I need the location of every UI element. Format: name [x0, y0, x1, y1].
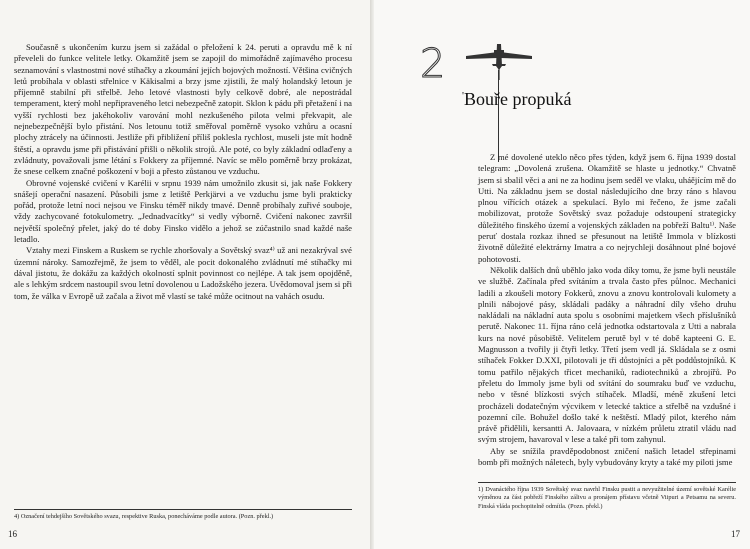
right-footnote-rule — [478, 482, 736, 483]
left-paragraph-2: Obrovné vojenské cvičení v Karélii v srpnu 1939 nám umožnilo zkusit si, jak naše Fokkery snášejí operační nasazení. Působili jsme z letiště Perkjärvi a ve vzduchu jsme byli prakticky pořád, protože letní noci nejsou ve Finsku téměř nikdy tmavé. Denně probíhaly zuřivé souboje, vždy zachycované fotokulometry. „Jednadvacítky“ si vedly výborně. Cvičení nakonec završil největší společný přelet, jaký do té doby Finsko vidělo a jehož se zúčastnilo snad každé naše letadlo. — [14, 177, 352, 245]
chapter-vertical-rule — [498, 70, 499, 162]
chapter-number: 2 — [420, 41, 446, 87]
left-footnote: 4) Označení tehdejšího Sovětského svazu, respektive Ruska, ponecháváme podle autora. (Pozn. překl.) — [14, 513, 274, 520]
right-paragraph-3: Aby se snížila pravděpodobnost zničení našich letadel střepinami bomb při možných náletech, byly vybudovány kryty a také my piloti jsme — [478, 445, 736, 468]
left-paragraph-1: Současně s ukončením kurzu jsem si zažádal o přeložení k 24. peruti a opravdu mě k ní převeleli do funkce velitele letky. Okamžitě jsem se zapojil do mimořádně zajímavého procesu seznamování s vlastnostmi nové stíhačky a zkoumání jejích bojových možností. Většina cvičných letů probíhala v oblasti střelnice v Käkisalmi a brzy jsme zjistili, že malý holandský letoun je příjemně stabilní při střelbě. Jeho letové vlastnosti byly celkově dobré, ale nepostrádal temperament, který mohl nepřipraveného letci nebezpečně zatopit. Sklon k pádu při přetažení i na vyšší rychlosti bez jakéhokoliv varování mohl nezkušeného pilota velmi překvapit, ale nejnebezpečnější bylo přistání. Nos letounu totiž směřoval poměrně vysoko vzhůru a ocasní plochy ztrácely na účinnosti. Jestliže při přibližení příliš poklesla rychlost, museli jste mít hodně štěstí, a opravdu jsme při přistávání přišli o několik strojů. Ale poté, co byly základní odlaďeny a zvládnuty, považovali jsme létání s Fokkery za příjemné. Navíc se mělo poměrně brzy prokázat, že snese celkem značné poškození v boji a přesto zůstanou ve vzduchu. — [14, 42, 352, 177]
fighter-plane-icon — [464, 40, 534, 84]
right-page — [374, 0, 750, 549]
left-paragraph-3: Vztahy mezi Finskem a Ruskem se rychle zhoršovaly a Sovětský svaz⁴⁾ už ani nezakrýval své územní nároky. Samozřejmě, že jsem to věděl, ale pocit dokonalého zvládnutí mé stíhačky mi dával jistotu, že dokážu za každých okolností splnit povinnost co nejlépe. A tak jsem opojděně, ale s lehkým srdcem nastoupil svou letní dovolenou u Ladožského jezera. Uvědomoval jsem si při tom, že válka v Evropě už začala a život mě vlastí se také může ocitnout na vahách osudu. — [14, 245, 352, 301]
right-page-body — [478, 152, 736, 468]
left-page-body — [14, 42, 352, 302]
title-mark: ' — [462, 90, 464, 102]
chapter-title: Bouře propuká — [464, 89, 572, 109]
right-paragraph-1: Z mé dovolené uteklo něco přes týden, když jsem 6. října 1939 dostal telegram: „Dovolená zrušena. Okamžitě se hlaste u jednotky.“ Chvatně jsem si sbalil věci a ani ne za hodinu jsem seděl ve vlaku, uháějícím mě do Utti. Na základnu jsem se dostal následujícího dne brzy ráno s hlavou plnou vířících otázek a spekulací. Bylo mi řečeno, že jsme začali mobilizovat, protože Sovětský svaz požaduje odstoupení strategicky důležitého finského území a vojenských základen na pobřeží Baltu¹⁾. Naše peruť dostala rozkaz ihned se přesunout na letiště Immola v blízkosti životně důležité elektrárny Imatra a co nejrychleji dosáhnout plné bojové pohotovosti. — [478, 152, 736, 264]
left-footnote-rule — [14, 509, 352, 510]
left-page-number: 16 — [8, 529, 17, 539]
right-footnote: 1) Dvanáctého října 1939 Sovětský svaz navrhl Finsku pustit a nevyužitelné území sovětské Karélie výměnou za část pobřeží Finského zálivu a pronájem přístavu včetně Viipuri a Petsamu na severu. Finská vláda pochopitelně odmítla. (Pozn. překl.) — [478, 486, 736, 510]
left-page — [0, 0, 372, 549]
right-page-number: 17 — [731, 529, 740, 539]
right-paragraph-2: Několik dalších dnů uběhlo jako voda díky tomu, že jsme byli neustále ve službě. Začínala před svítáním a trvala často přes půlnoc. Mechanici ladili a zkoušeli motory Fokkerů, znovu a znovu kontrolovali kulomety a plnili nábojové pásy, skládali padáky a náhradní díly všeho druhu nakládali na nákladní auta spolu s osobními majetkem všech příslušníků perutě. Nakonec 11. října ráno celá jednotka odstartovala z Utti a nabrala kurs na nové působiště. Velitelem perutě byl v té době kapteeni G. E. Magnusson a tvořily ji čtyři letky. Třetí jsem vedl já. Skládala se z osmi stíhaček Fokker D.XXI, pilotovali je tři důstojníci a pět poddůstojníků. K tomu patřilo nějakých třicet mechaniků, radiotechniků a zbrojířů. Po přeletu do Immoly jsme byli od svítání do soumraku buď ve vzduchu, nebo v těsné blízkosti svých stíhaček. Mladší, méně zkušení letci procházeli dodatečným výcvikem v letecké taktice a střelbě na vzdušné i pozemní cíle. Bohužel došlo také k neštěstí. Mladý pilot, kterého nám právě přidělili, kersantti A. Jalovaara, v nízkém průletu ztratil vládu nad svým strojem, havaroval v lese a také při tom zahynul. — [478, 264, 736, 445]
